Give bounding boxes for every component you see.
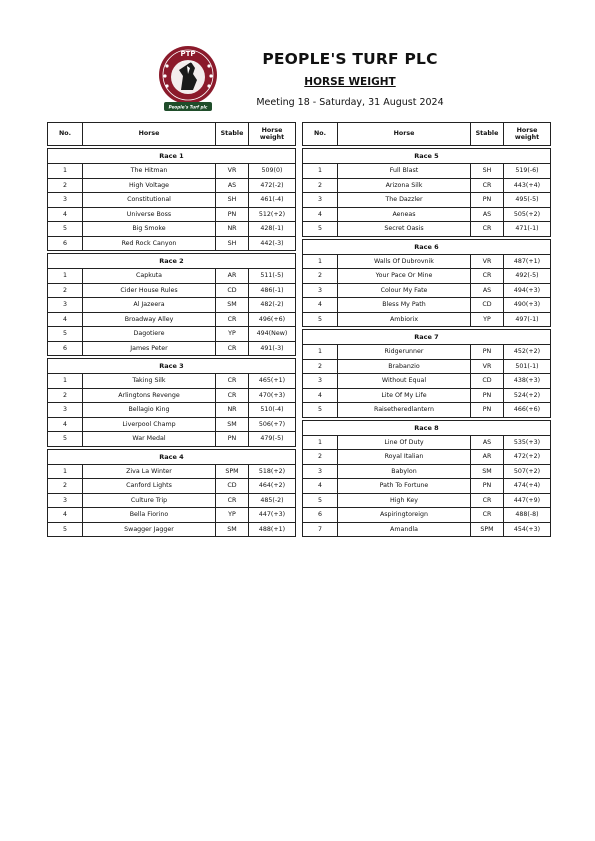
runner-no: 1	[303, 254, 338, 269]
horse-weight: 443(+4)	[504, 178, 551, 193]
horse-weight: 447(+3)	[249, 508, 296, 523]
table-row	[48, 312, 296, 327]
stable-code: AR	[216, 269, 249, 284]
right-races-table	[302, 122, 548, 537]
stable-code: VR	[216, 164, 249, 179]
horse-name: Aeneas	[338, 207, 471, 222]
stable-code: NR	[216, 403, 249, 418]
runner-no: 3	[48, 298, 83, 313]
runner-no: 2	[303, 359, 338, 374]
runner-no: 4	[48, 312, 83, 327]
table-row	[48, 432, 296, 447]
runner-no: 2	[48, 178, 83, 193]
table-row	[303, 508, 551, 523]
race-title: Race 3	[48, 359, 296, 374]
table-row	[48, 222, 296, 237]
table-row	[48, 207, 296, 222]
stable-code: CR	[216, 374, 249, 389]
race-title: Race 4	[48, 449, 296, 464]
race-header-row	[48, 149, 296, 164]
stable-code: CR	[471, 222, 504, 237]
stable-code: CD	[216, 283, 249, 298]
table-row	[303, 479, 551, 494]
horse-weight: 511(-5)	[249, 269, 296, 284]
horse-name: Dagotiere	[83, 327, 216, 342]
stable-code: PN	[216, 432, 249, 447]
horse-weight: 465(+1)	[249, 374, 296, 389]
horse-name: Brabanzio	[338, 359, 471, 374]
horse-weight: 494(+3)	[504, 283, 551, 298]
table-row	[48, 327, 296, 342]
runner-no: 1	[48, 374, 83, 389]
race-title: Race 7	[303, 330, 551, 345]
runner-no: 3	[48, 193, 83, 208]
horse-weight: 506(+7)	[249, 417, 296, 432]
table-row	[303, 178, 551, 193]
runner-no: 4	[48, 417, 83, 432]
horse-name: Broadway Alley	[83, 312, 216, 327]
runner-no: 5	[48, 222, 83, 237]
horse-weight: 492(-5)	[504, 269, 551, 284]
runner-no: 2	[303, 178, 338, 193]
horse-weight: 509(0)	[249, 164, 296, 179]
race-header-row	[303, 330, 551, 345]
stable-code: CR	[216, 312, 249, 327]
horse-name: Amandla	[338, 522, 471, 537]
horse-weight: 519(-6)	[504, 164, 551, 179]
runner-no: 5	[303, 493, 338, 508]
table-row	[303, 464, 551, 479]
col-header-stable: Stable	[216, 123, 249, 146]
race-header-row	[303, 239, 551, 254]
horse-name: Capkuta	[83, 269, 216, 284]
table-row	[303, 269, 551, 284]
runner-no: 4	[48, 207, 83, 222]
table-row	[48, 493, 296, 508]
table-row	[48, 269, 296, 284]
runner-no: 5	[303, 403, 338, 418]
horse-name: Culture Trip	[83, 493, 216, 508]
stable-code: SM	[216, 417, 249, 432]
runner-no: 4	[303, 207, 338, 222]
horse-weight: 510(-4)	[249, 403, 296, 418]
race-header-row	[48, 449, 296, 464]
col-header-no: No.	[48, 123, 83, 146]
horse-name: Ridgerunner	[338, 345, 471, 360]
table-row	[48, 283, 296, 298]
runner-no: 5	[48, 327, 83, 342]
right-races-body	[303, 146, 551, 537]
runner-no: 3	[48, 493, 83, 508]
runner-no: 3	[303, 283, 338, 298]
stable-code: PN	[216, 207, 249, 222]
stable-code: AR	[471, 450, 504, 465]
race-title: Race 8	[303, 420, 551, 435]
table-row	[303, 403, 551, 418]
horse-weight: 472(+2)	[504, 450, 551, 465]
horse-name: High Voltage	[83, 178, 216, 193]
stable-code: SH	[216, 193, 249, 208]
horse-name: James Peter	[83, 341, 216, 356]
horse-name: Path To Fortune	[338, 479, 471, 494]
table-row	[48, 388, 296, 403]
horse-name: Bella Fiorino	[83, 508, 216, 523]
table-row	[303, 345, 551, 360]
horse-name: Raisetheredlantern	[338, 403, 471, 418]
horse-name: Bellagio King	[83, 403, 216, 418]
left-races-body	[48, 146, 296, 537]
horse-name: The Hitman	[83, 164, 216, 179]
stable-code: VR	[471, 254, 504, 269]
horse-name: Swagger Jagger	[83, 522, 216, 537]
table-row	[48, 193, 296, 208]
runner-no: 6	[48, 236, 83, 251]
horse-name: Ambiorix	[338, 312, 471, 327]
document-title: HORSE WEIGHT	[304, 76, 396, 88]
horse-weight: 464(+2)	[249, 479, 296, 494]
runner-no: 2	[303, 450, 338, 465]
horse-weight: 487(+1)	[504, 254, 551, 269]
logo-banner: People's Turf plc	[168, 104, 208, 110]
runner-no: 2	[48, 283, 83, 298]
stable-code: SM	[471, 464, 504, 479]
runner-no: 3	[303, 464, 338, 479]
runner-no: 4	[303, 479, 338, 494]
table-row	[303, 207, 551, 222]
stable-code: CD	[216, 479, 249, 494]
stable-code: CR	[471, 269, 504, 284]
table-row	[303, 450, 551, 465]
stable-code: YP	[216, 327, 249, 342]
horse-weight: 466(+6)	[504, 403, 551, 418]
stable-code: SPM	[216, 464, 249, 479]
stable-code: CR	[471, 508, 504, 523]
stable-code: AS	[216, 178, 249, 193]
table-row	[48, 178, 296, 193]
horse-weight: 482(-2)	[249, 298, 296, 313]
horse-weight: 472(-2)	[249, 178, 296, 193]
runner-no: 4	[303, 388, 338, 403]
col-header-stable: Stable	[471, 123, 504, 146]
table-row	[303, 374, 551, 389]
table-row	[303, 164, 551, 179]
stable-code: AS	[471, 435, 504, 450]
col-header-horse: Horse	[83, 123, 216, 146]
stable-code: CR	[471, 493, 504, 508]
stable-code: PN	[471, 193, 504, 208]
horse-weight: 535(+3)	[504, 435, 551, 450]
horse-weight: 512(+2)	[249, 207, 296, 222]
stable-code: SM	[216, 522, 249, 537]
table-row	[48, 164, 296, 179]
horse-name: Walls Of Dubrovnik	[338, 254, 471, 269]
runner-no: 6	[303, 508, 338, 523]
runner-no: 5	[303, 312, 338, 327]
runner-no: 2	[303, 269, 338, 284]
runner-no: 4	[48, 508, 83, 523]
stable-code: CR	[216, 341, 249, 356]
stable-code: YP	[471, 312, 504, 327]
stable-code: PN	[471, 345, 504, 360]
horse-name: Big Smoke	[83, 222, 216, 237]
stable-code: AS	[471, 283, 504, 298]
race-title: Race 1	[48, 149, 296, 164]
runner-no: 1	[303, 345, 338, 360]
table-row	[303, 359, 551, 374]
horse-weight: 486(-1)	[249, 283, 296, 298]
table-row	[48, 417, 296, 432]
horse-name: High Key	[338, 493, 471, 508]
horse-name: Babylon	[338, 464, 471, 479]
horse-weight: 501(-1)	[504, 359, 551, 374]
meeting-info: Meeting 18 - Saturday, 31 August 2024	[256, 97, 444, 108]
runner-no: 5	[48, 432, 83, 447]
runner-no: 2	[48, 479, 83, 494]
horse-weight: 497(-1)	[504, 312, 551, 327]
logo-initials: PTP	[180, 50, 196, 58]
table-row	[303, 254, 551, 269]
race-title: Race 5	[303, 149, 551, 164]
race-header-row	[48, 254, 296, 269]
horse-name: Lite Of My Life	[338, 388, 471, 403]
table-row	[303, 298, 551, 313]
table-row	[48, 298, 296, 313]
horse-name: Ziva La Winter	[83, 464, 216, 479]
col-header-weight: Horse weight	[504, 123, 551, 146]
horse-weight: 524(+2)	[504, 388, 551, 403]
horse-weight: 442(-3)	[249, 236, 296, 251]
runner-no: 1	[48, 269, 83, 284]
horse-weight: 471(-1)	[504, 222, 551, 237]
stable-code: CR	[216, 493, 249, 508]
table-row	[48, 508, 296, 523]
horse-weight: 507(+2)	[504, 464, 551, 479]
stable-code: AS	[471, 207, 504, 222]
col-header-weight: Horse weight	[249, 123, 296, 146]
left-races-table	[47, 122, 293, 537]
runner-no: 4	[303, 298, 338, 313]
runner-no: 1	[48, 164, 83, 179]
runner-no: 6	[48, 341, 83, 356]
runner-no: 3	[303, 193, 338, 208]
horse-weight: 518(+2)	[249, 464, 296, 479]
table-row	[303, 435, 551, 450]
table-row	[303, 522, 551, 537]
logo-est: EST 2023	[181, 61, 195, 64]
stable-code: VR	[471, 359, 504, 374]
stable-code: PN	[471, 388, 504, 403]
horse-weight: 470(+3)	[249, 388, 296, 403]
horse-weight: 454(+3)	[504, 522, 551, 537]
runner-no: 1	[303, 164, 338, 179]
horse-weight: 447(+9)	[504, 493, 551, 508]
stable-code: CD	[471, 374, 504, 389]
table-row	[48, 374, 296, 389]
horse-name: Full Blast	[338, 164, 471, 179]
race-header-row	[303, 420, 551, 435]
horse-name: Constitutional	[83, 193, 216, 208]
horse-name: Arizona Silk	[338, 178, 471, 193]
stable-code: CD	[471, 298, 504, 313]
horse-weight: 496(+6)	[249, 312, 296, 327]
table-row	[303, 222, 551, 237]
runner-no: 3	[48, 403, 83, 418]
company-logo	[157, 44, 219, 114]
table-row	[48, 479, 296, 494]
runner-no: 3	[303, 374, 338, 389]
horse-name: War Medal	[83, 432, 216, 447]
table-row	[48, 236, 296, 251]
horse-weight: 491(-3)	[249, 341, 296, 356]
horse-weight: 495(-5)	[504, 193, 551, 208]
horse-weight: 505(+2)	[504, 207, 551, 222]
horse-name: Aspiringtoreign	[338, 508, 471, 523]
stable-code: SH	[471, 164, 504, 179]
horse-weight: 438(+3)	[504, 374, 551, 389]
runner-no: 5	[48, 522, 83, 537]
runner-no: 1	[303, 435, 338, 450]
company-name: PEOPLE'S TURF PLC	[262, 50, 438, 68]
stable-code: PN	[471, 479, 504, 494]
horse-weight: 485(-2)	[249, 493, 296, 508]
horse-name: Your Pace Or Mine	[338, 269, 471, 284]
runner-no: 5	[303, 222, 338, 237]
table-row	[48, 464, 296, 479]
table-row	[48, 341, 296, 356]
horse-weight: 474(+4)	[504, 479, 551, 494]
stable-code: SM	[216, 298, 249, 313]
runner-no: 2	[48, 388, 83, 403]
horse-weight: 488(-8)	[504, 508, 551, 523]
table-row	[48, 403, 296, 418]
table-row	[303, 193, 551, 208]
horse-name: Secret Oasis	[338, 222, 471, 237]
horse-name: Universe Boss	[83, 207, 216, 222]
horse-name: Bless My Path	[338, 298, 471, 313]
horse-name: Arlingtons Revenge	[83, 388, 216, 403]
horse-weight: 488(+1)	[249, 522, 296, 537]
runner-no: 1	[48, 464, 83, 479]
horse-name: Canford Lights	[83, 479, 216, 494]
race-title: Race 2	[48, 254, 296, 269]
col-header-no: No.	[303, 123, 338, 146]
horse-name: Royal Italian	[338, 450, 471, 465]
table-row	[303, 493, 551, 508]
stable-code: YP	[216, 508, 249, 523]
horse-name: Without Equal	[338, 374, 471, 389]
table-row	[303, 283, 551, 298]
horse-weight: 494(New)	[249, 327, 296, 342]
horse-name: Al Jazeera	[83, 298, 216, 313]
horse-weight: 490(+3)	[504, 298, 551, 313]
stable-code: SPM	[471, 522, 504, 537]
horse-name: Cider House Rules	[83, 283, 216, 298]
stable-code: CR	[471, 178, 504, 193]
horse-name: Line Of Duty	[338, 435, 471, 450]
horse-weight: 479(-5)	[249, 432, 296, 447]
horse-name: Liverpool Champ	[83, 417, 216, 432]
race-title: Race 6	[303, 239, 551, 254]
table-row	[48, 522, 296, 537]
race-header-row	[303, 149, 551, 164]
horse-weight: 452(+2)	[504, 345, 551, 360]
horse-name: The Dazzler	[338, 193, 471, 208]
stable-code: PN	[471, 403, 504, 418]
horse-weight: 428(-1)	[249, 222, 296, 237]
stable-code: CR	[216, 388, 249, 403]
stable-code: SH	[216, 236, 249, 251]
table-row	[303, 388, 551, 403]
horse-name: Red Rock Canyon	[83, 236, 216, 251]
stable-code: NR	[216, 222, 249, 237]
race-header-row	[48, 359, 296, 374]
horse-name: Taking Silk	[83, 374, 216, 389]
runner-no: 7	[303, 522, 338, 537]
horse-weight: 461(-4)	[249, 193, 296, 208]
col-header-horse: Horse	[338, 123, 471, 146]
table-row	[303, 312, 551, 327]
horse-name: Colour My Fate	[338, 283, 471, 298]
